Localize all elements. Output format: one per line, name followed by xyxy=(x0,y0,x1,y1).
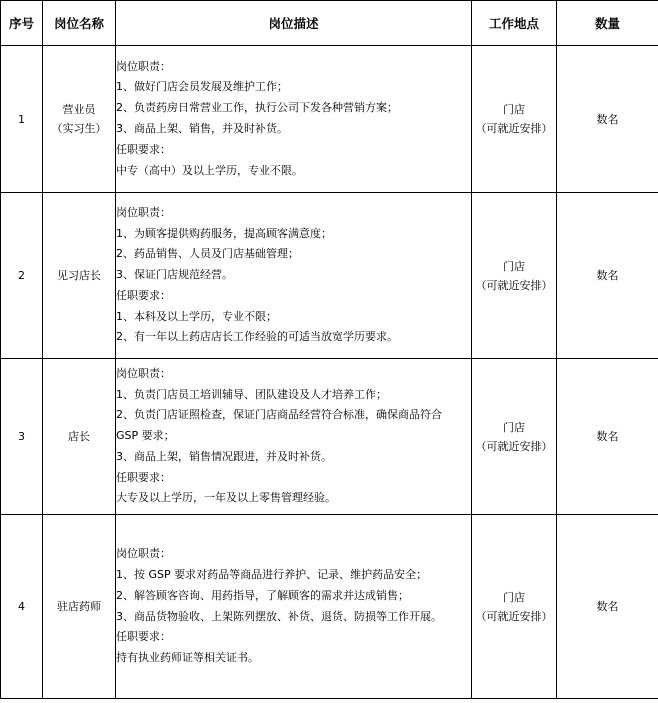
row-job-name xyxy=(43,515,116,699)
header-desc: 岗位描述 xyxy=(116,1,472,46)
row-count: 数名 xyxy=(557,193,658,359)
table-row xyxy=(1,46,658,193)
desc-line: 2、解答顾客咨询、用药指导，了解顾客的需求并达成销售； xyxy=(116,588,409,602)
row-job-description xyxy=(116,359,472,515)
table-row xyxy=(1,193,658,359)
location-line: （可就近安排） xyxy=(475,278,553,292)
location-line: （可就近安排） xyxy=(475,609,553,623)
desc-line: 任职要求： xyxy=(116,630,171,644)
desc-line: 岗位职责： xyxy=(116,366,171,380)
row-seq: 3 xyxy=(1,359,43,515)
desc-line: 岗位职责： xyxy=(116,547,171,561)
desc-line: 岗位职责： xyxy=(116,205,171,219)
job-name-line: （实习生） xyxy=(51,122,107,135)
desc-line: 3、商品上架、销售，并及时补货。 xyxy=(116,122,288,135)
desc-line: 岗位职责： xyxy=(116,59,171,73)
desc-line: 中专（高中）及以上学历，专业不限。 xyxy=(116,163,303,177)
desc-line: 持有执业药师证等相关证书。 xyxy=(116,651,259,665)
desc-line: 2、负责药房日常营业工作，执行公司下发各种营销方案； xyxy=(116,101,398,115)
desc-line: 任职要求： xyxy=(116,470,171,484)
desc-line: 1、本科及以上学历，专业不限； xyxy=(116,309,277,323)
row-location xyxy=(472,46,557,193)
desc-line: 3、保证门店规范经营。 xyxy=(116,268,233,282)
job-name-line: 店长 xyxy=(68,430,90,443)
row-job-description xyxy=(116,193,472,359)
row-job-name xyxy=(43,193,116,359)
location-line: 门店 xyxy=(503,590,525,604)
job-name-line: 见习店长 xyxy=(57,269,101,282)
desc-line: 1、负责门店员工培训辅导、团队建设及人才培养工作； xyxy=(116,387,387,401)
desc-line: 2、有一年以上药店店长工作经验的可适当放宽学历要求。 xyxy=(116,330,398,344)
row-seq: 4 xyxy=(1,515,43,699)
row-location xyxy=(472,515,557,699)
row-count: 数名 xyxy=(557,359,658,515)
location-line: （可就近安排） xyxy=(475,439,553,453)
row-location xyxy=(472,359,557,515)
desc-line: 任职要求： xyxy=(116,142,171,156)
row-job-name xyxy=(43,359,116,515)
header-name: 岗位名称 xyxy=(43,1,116,46)
row-job-name xyxy=(43,46,116,193)
row-job-description xyxy=(116,515,472,699)
row-job-description xyxy=(116,46,472,193)
header-count: 数量 xyxy=(557,1,658,46)
table-row xyxy=(1,515,658,699)
location-line: 门店 xyxy=(503,259,525,273)
table-row xyxy=(1,359,658,515)
row-seq: 1 xyxy=(1,46,43,193)
row-seq: 2 xyxy=(1,193,43,359)
desc-line: 2、药品销售、人员及门店基础管理； xyxy=(116,247,299,261)
row-count: 数名 xyxy=(557,46,658,193)
desc-line: 3、商品上架，销售情况跟进，并及时补货。 xyxy=(116,449,332,463)
header-seq: 序号 xyxy=(1,1,43,46)
header-row xyxy=(1,1,658,46)
row-location xyxy=(472,193,557,359)
location-line: 门店 xyxy=(503,420,525,434)
desc-line: 1、为顾客提供购药服务，提高顾客满意度； xyxy=(116,226,332,240)
desc-line: 任职要求： xyxy=(116,288,171,302)
location-line: 门店 xyxy=(503,103,525,116)
header-location: 工作地点 xyxy=(472,1,557,46)
desc-line: GSP 要求； xyxy=(116,429,175,443)
desc-line: 1、做好门店会员发展及维护工作； xyxy=(116,80,288,94)
location-line: （可就近安排） xyxy=(475,122,553,135)
desc-line: 2、负责门店证照检查，保证门店商品经营符合标准，确保商品符合 xyxy=(116,408,442,422)
row-count: 数名 xyxy=(557,515,658,699)
desc-line: 3、商品货物验收、上架陈列摆放、补货、退货、防损等工作开展。 xyxy=(116,609,442,623)
job-name-line: 驻店药师 xyxy=(57,600,101,613)
desc-line: 1、按 GSP 要求对药品等商品进行养护、记录、维护药品安全； xyxy=(116,567,428,581)
job-name-line: 营业员 xyxy=(62,103,96,116)
desc-line: 大专及以上学历，一年及以上零售管理经验。 xyxy=(116,491,336,505)
